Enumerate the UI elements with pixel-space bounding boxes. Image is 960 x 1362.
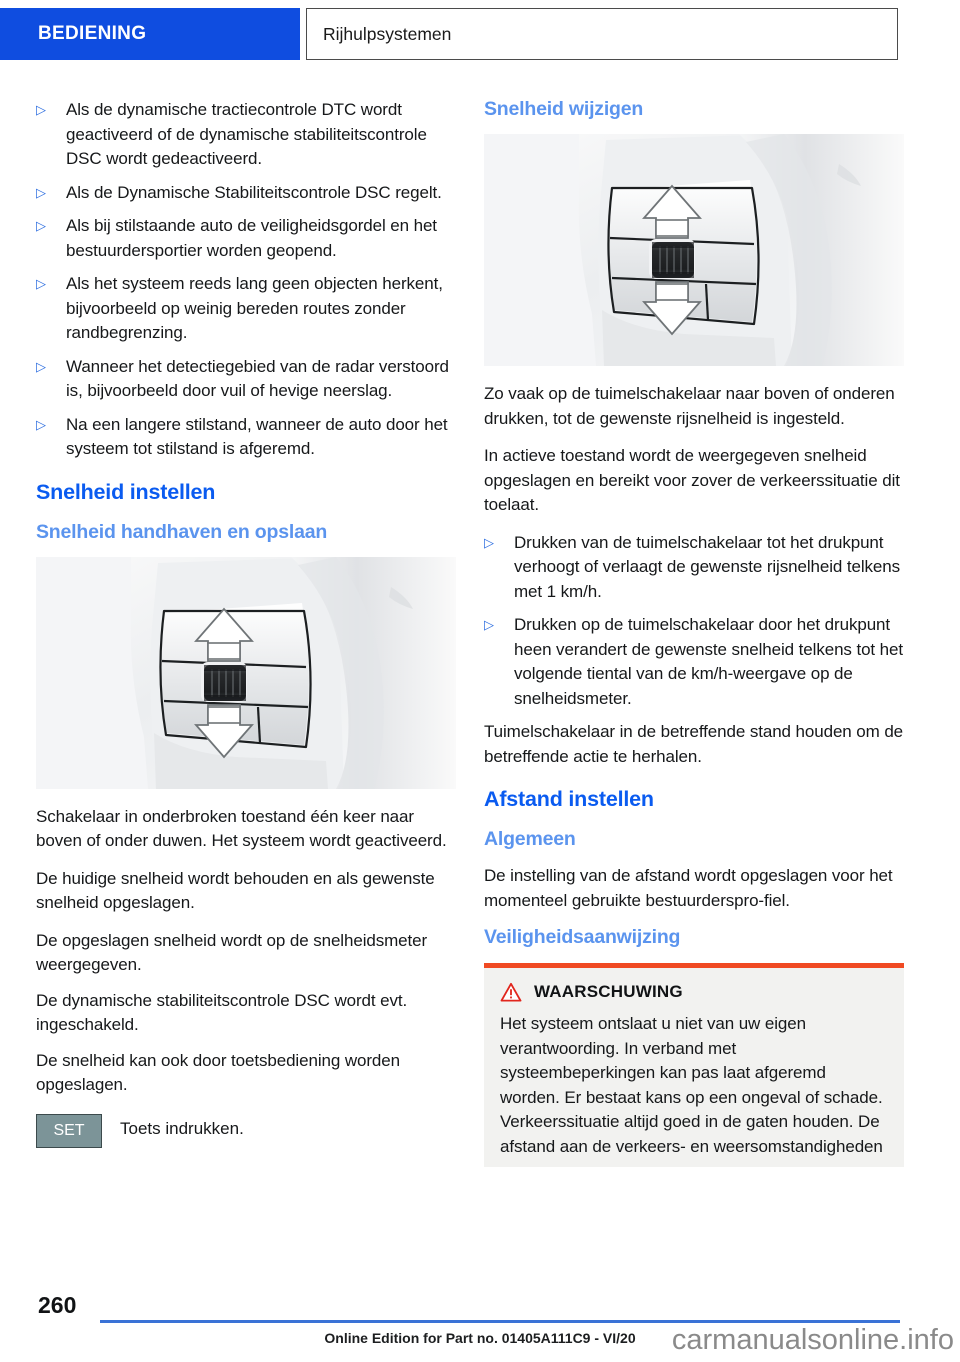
- list-item-text: Wanneer het detectiegebied van de radar verstoord is, bijvoorbeeld door vuil of hevige neerslag.: [66, 356, 449, 400]
- site-watermark: carmanualsonline.info: [671, 1324, 954, 1356]
- list-item-text: Als de Dynamische Stabiliteitscontrole DSC regelt.: [66, 182, 442, 202]
- paragraph: Tuimelschakelaar in de betreffende stand houden om de betreffende actie te herhalen.: [484, 722, 904, 766]
- triangle-bullet-icon: ▷: [36, 184, 46, 200]
- triangle-bullet-icon: ▷: [36, 416, 46, 432]
- paragraph: De opgeslagen snelheid wordt op de snelheidsmeter weergegeven.: [36, 930, 428, 974]
- list-item-text: Na een langere stilstand, wanneer de auto door het systeem tot stilstand is afgeremd.: [66, 414, 448, 458]
- warning-box: [484, 963, 904, 1167]
- list-item-text: Drukken op de tuimelschakelaar door het drukpunt heen verandert de gewenste snelheid telkens tot het volgende tiental van de km/h-weergave op de snelheidsmeter.: [514, 615, 904, 708]
- paragraph: Schakelaar in onderbroken toestand één keer naar boven of onder duwen. Het systeem wordt geactiveerd.: [36, 806, 447, 850]
- list-item: [484, 531, 904, 605]
- list-item: [36, 272, 456, 346]
- set-button-description: Toets indrukken.: [120, 1118, 244, 1138]
- subsection-heading-snelheid-wijzigen: Snelheid wijzigen: [484, 98, 644, 120]
- rocker-switch-photo-left: [36, 557, 456, 789]
- triangle-bullet-icon: ▷: [36, 102, 46, 117]
- set-key-row: [36, 1114, 456, 1148]
- page-footer: [0, 1286, 960, 1362]
- subsection-heading-veiligheidsaanwijzing: Veiligheidsaanwijzing: [484, 926, 681, 948]
- rocker-switch-photo-right: [484, 134, 904, 366]
- subsection-heading-snelheid-handhaven: Snelheid handhaven en opslaan: [36, 520, 328, 543]
- warning-header: [500, 982, 888, 1002]
- paragraph: De instelling van de afstand wordt opgeslagen voor het momenteel gebruikte bestuurderspro-fiel.: [484, 866, 893, 910]
- triangle-bullet-icon: ▷: [36, 358, 46, 374]
- list-item-text: Drukken van de tuimelschakelaar tot het drukpunt verhoogt of verlaagt de gewenste rijsnelheid telkens met 1 km/h.: [514, 532, 901, 601]
- list-item: [36, 413, 456, 462]
- list-item: [36, 355, 456, 404]
- header-chapter-box: [0, 8, 300, 60]
- warning-text: Het systeem ontslaat u niet van uw eigen verantwoording. In verband met systeembeperkingen kan pas laat afgeremd worden. Er bestaat kans op een ongeval of schade. Verkeerssituatie altijd goed in de gaten houden. De afstand aan de verkeers- en weersomstandigheden: [500, 1014, 883, 1156]
- left-column: [36, 98, 456, 1148]
- set-button-graphic[interactable]: [36, 1114, 102, 1148]
- list-item: [484, 613, 904, 711]
- list-item: [36, 214, 456, 263]
- triangle-bullet-icon: ▷: [36, 218, 46, 233]
- list-item-text: Als bij stilstaande auto de veiligheidsgordel en het bestuurdersportier worden geopend.: [66, 216, 437, 260]
- footer-divider: [100, 1320, 900, 1323]
- warning-title: WAARSCHUWING: [534, 982, 683, 1001]
- triangle-bullet-icon: ▷: [484, 534, 494, 550]
- list-item: [36, 98, 456, 172]
- footer-edition-note: Online Edition for Part no. 01405A111C9 - VI/20: [324, 1330, 636, 1346]
- paragraph: De snelheid kan ook door toetsbediening worden opgeslagen.: [36, 1050, 400, 1094]
- list-item-text: Als het systeem reeds lang geen objecten herkent, bijvoorbeeld op weinig bereden routes zonder randbegrenzing.: [66, 274, 443, 342]
- header-section-label: Rijhulpsystemen: [323, 23, 452, 44]
- paragraph: In actieve toestand wordt de weergegeven snelheid opgeslagen en bereikt voor zover de verkeerssituatie dit toelaat.: [484, 446, 900, 514]
- right-column: [484, 98, 904, 1167]
- warning-triangle-icon: [500, 982, 522, 1002]
- paragraph: Zo vaak op de tuimelschakelaar naar boven of onderen drukken, tot de gewenste rijsnelheid is ingesteld.: [484, 384, 895, 428]
- page-header: [0, 8, 960, 60]
- triangle-bullet-icon: ▷: [36, 276, 46, 291]
- paragraph: De huidige snelheid wordt behouden en als gewenste snelheid opgeslagen.: [36, 868, 435, 912]
- page-number: 260: [38, 1292, 77, 1318]
- section-heading-afstand-instellen: Afstand instellen: [484, 787, 654, 811]
- paragraph: De dynamische stabiliteitscontrole DSC wordt evt. ingeschakeld.: [36, 990, 408, 1034]
- header-section-box: [306, 8, 898, 60]
- triangle-bullet-icon: ▷: [484, 617, 494, 632]
- speed-change-bullet-list: [484, 531, 904, 712]
- list-item-text: Als de dynamische tractiecontrole DTC wordt geactiveerd of de dynamische stabiliteitscontrole DSC wordt gedeactiveerd.: [66, 100, 427, 168]
- subsection-heading-algemeen: Algemeen: [484, 828, 576, 850]
- set-button-label: SET: [53, 1121, 85, 1139]
- intro-bullet-list: [36, 98, 456, 462]
- list-item: [36, 181, 456, 206]
- section-heading-snelheid-instellen: Snelheid instellen: [36, 479, 216, 504]
- header-chapter-label: BEDIENING: [38, 23, 147, 44]
